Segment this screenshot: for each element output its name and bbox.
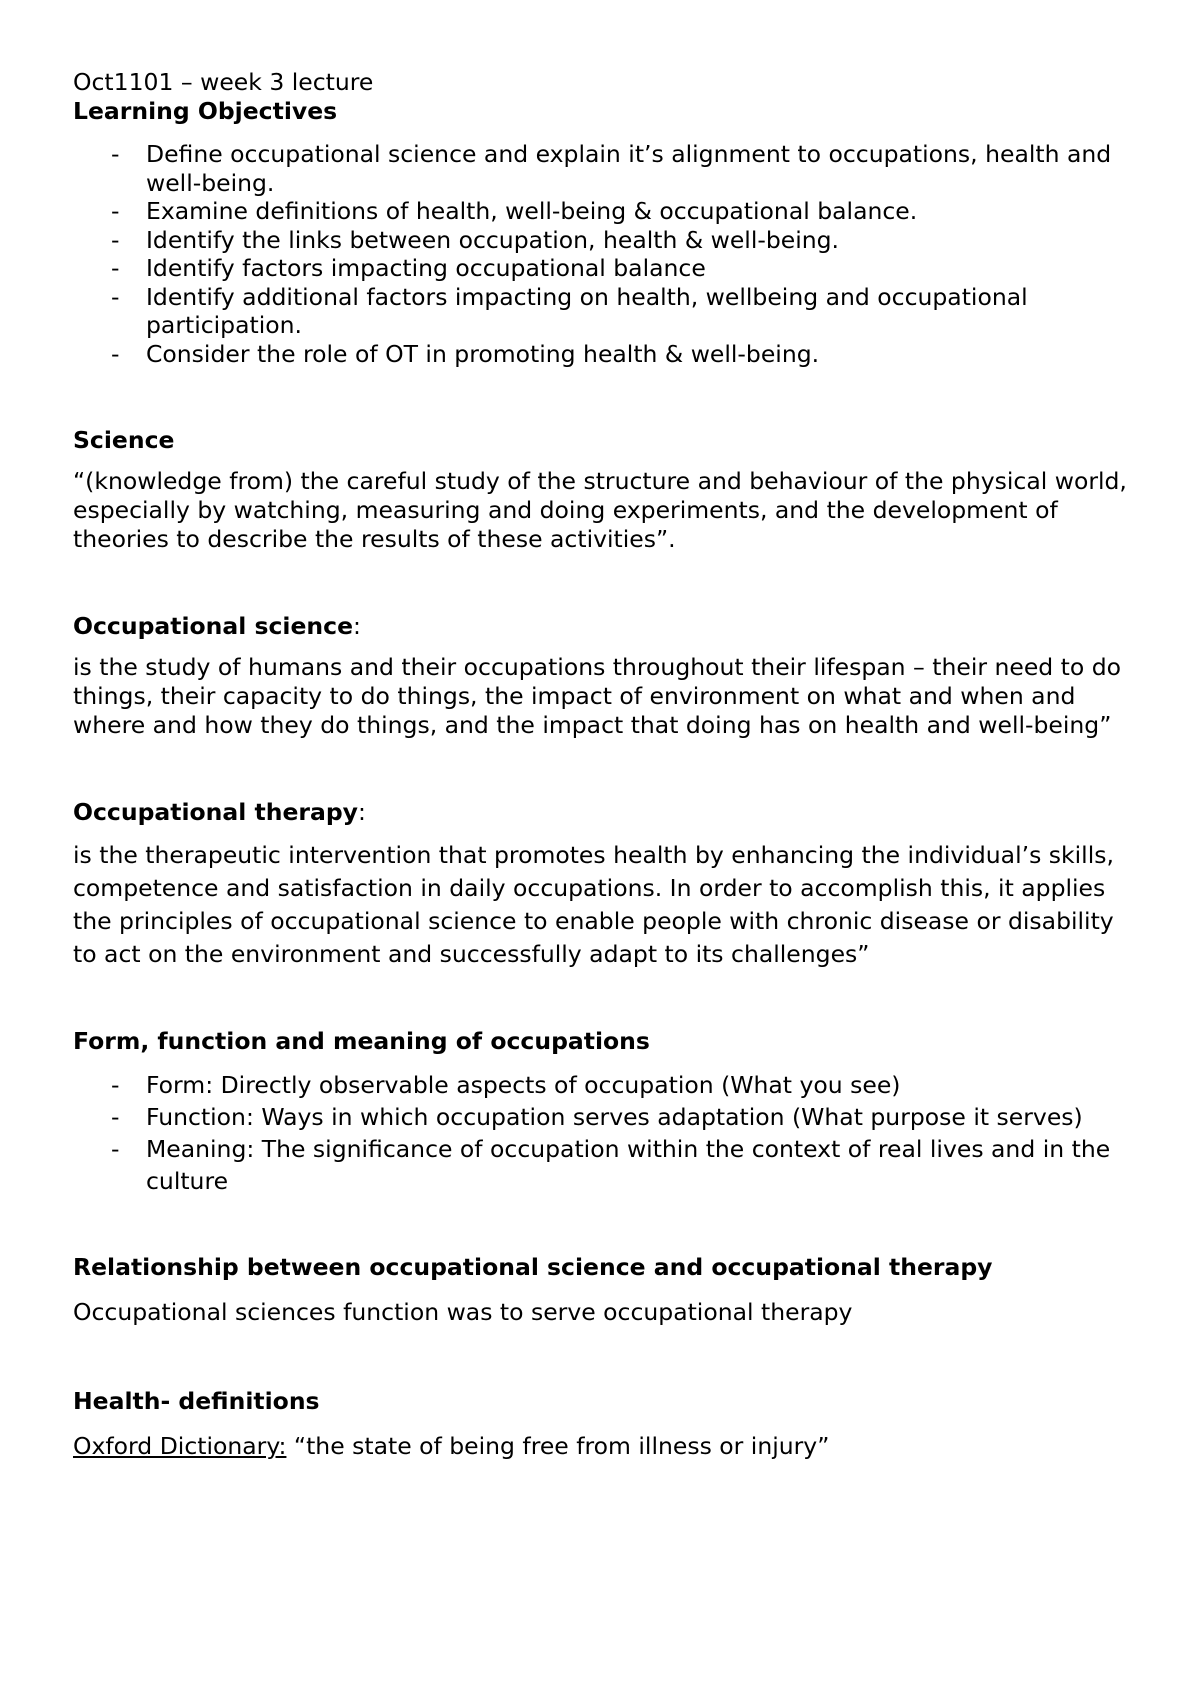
dash-bullet: -	[111, 254, 120, 282]
list-item: - Identify the links between occupation, health & well-being.	[111, 225, 840, 254]
list-item: - Function: Ways in which occupation serves adaptation (What purpose it serves)	[111, 1103, 1083, 1131]
form-function-meaning-list	[73, 1069, 1143, 1197]
document-title: Oct1101 – week 3 lecture	[73, 68, 374, 96]
dash-bullet: -	[111, 1071, 120, 1099]
learning-objectives-list	[73, 140, 1143, 368]
list-item: - Form: Directly observable aspects of occupation (What you see)	[111, 1071, 901, 1099]
relationship-heading: Relationship between occupational science and occupational therapy	[73, 1253, 993, 1281]
science-definition: “(knowledge from) the careful study of the structure and behaviour of the physical world, especially by watching, measuring and doing experiments, and the development of theories to describe the results of these activities”.	[73, 467, 1127, 553]
list-item: - Identify factors impacting occupational balance	[111, 254, 706, 282]
list-item: - Meaning: The significance of occupation within the context of real lives and in the culture	[111, 1135, 1111, 1195]
dash-bullet: -	[111, 197, 120, 225]
dash-bullet: -	[111, 1103, 120, 1131]
science-heading: Science	[73, 426, 175, 454]
list-item: - Define occupational science and explain it’s alignment to occupations, health and well-being.	[111, 140, 1112, 197]
health-definition-oxford: Oxford Dictionary: “the state of being free from illness or injury”	[73, 1432, 830, 1460]
health-definitions-heading: Health- definitions	[73, 1387, 320, 1415]
relationship-text: Occupational sciences function was to serve occupational therapy	[73, 1298, 853, 1326]
list-item: - Examine definitions of health, well-being & occupational balance.	[111, 197, 918, 225]
list-item: - Identify additional factors impacting on health, wellbeing and occupational participation.	[111, 282, 1028, 339]
occupational-science-heading: Occupational science:	[73, 612, 361, 640]
list-item: - Consider the role of OT in promoting health & well-being.	[111, 339, 820, 368]
dash-bullet: -	[111, 339, 120, 368]
dash-bullet: -	[111, 140, 120, 168]
occupational-therapy-definition: is the therapeutic intervention that promotes health by enhancing the individual’s skills, competence and satisfaction in daily occupations. In order to accomplish this, it applies the principles of occupational science to enable people with chronic disease or disability to act on the environment and successfully adapt to its challenges”	[73, 841, 1114, 968]
document-page	[73, 68, 1143, 1461]
occupational-science-definition: is the study of humans and their occupations throughout their lifespan – their need to do things, their capacity to do things, the impact of environment on what and when and where and how they do things, and the impact that doing has on health and well-being”	[73, 653, 1122, 739]
oxford-dictionary-source: Oxford Dictionary:	[73, 1432, 287, 1460]
learning-objectives-heading: Learning Objectives	[73, 97, 338, 125]
dash-bullet: -	[111, 282, 120, 311]
form-function-meaning-heading: Form, function and meaning of occupations	[73, 1027, 650, 1055]
dash-bullet: -	[111, 225, 120, 254]
dash-bullet: -	[111, 1135, 120, 1163]
occupational-therapy-heading: Occupational therapy:	[73, 798, 366, 826]
